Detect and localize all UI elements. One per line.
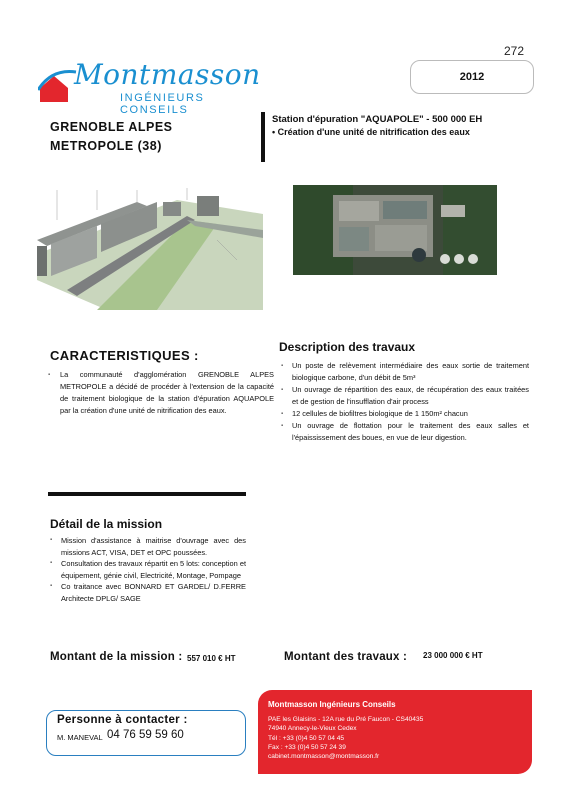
list-item: ▪ Consultation des travaux répartit en 5 lots: conception et équipement, génie civil, Electricité, Montage, Pompage [50, 558, 246, 581]
year-badge [410, 60, 534, 94]
works-amount-label: Montant des travaux : [284, 651, 408, 663]
list-item: ▪ Un ouvrage de flottation pour le traitement des eaux salles et l'épaississement des boues, en vue de leur digestion. [281, 420, 529, 444]
project-header [272, 113, 542, 139]
characteristics-title: CARACTERISTIQUES : [50, 348, 199, 363]
description-list [281, 360, 529, 444]
section-divider [48, 492, 246, 496]
list-item: ▪ La communauté d'agglomération GRENOBLE ALPES METROPOLE a décidé de procéder à l'extension de la capacité de traitement biologique de la station d'épuration AQUAPOLE par la création d'une unité de nitrification des eaux. [60, 369, 274, 417]
contact-phone: 04 76 59 59 60 [107, 729, 184, 741]
project-title: Station d'épuration "AQUAPOLE" - 500 000 EH [272, 114, 483, 125]
company-fax: Fax : +33 (0)4 50 57 24 39 [268, 743, 346, 751]
3d-rendering-image [37, 180, 263, 310]
contact-box [46, 710, 246, 756]
characteristics-text [60, 369, 274, 417]
client-line-2: METROPOLE (38) [50, 139, 162, 153]
company-email[interactable]: cabinet.montmasson@montmasson.fr [268, 753, 380, 761]
mission-title: Détail de la mission [50, 517, 163, 531]
mission-fee-value: 557 010 € HT [187, 654, 236, 663]
aerial-photo-image [293, 185, 497, 275]
logo-wordmark: Montmasson [74, 58, 261, 91]
mission-list [50, 535, 246, 604]
works-amount-value: 23 000 000 € HT [423, 651, 483, 660]
company-info-box [258, 690, 532, 774]
company-tel: Tél : +33 (0)4 50 57 04 45 [268, 734, 345, 742]
list-item: ▪ Co traitance avec BONNARD ET GARDEL/ D.FERRE Architecte DPLG/ SAGE [50, 581, 246, 604]
description-title: Description des travaux [279, 340, 416, 354]
logo-tagline: INGÉNIEURS CONSEILS [120, 92, 205, 116]
company-name: Montmasson Ingénieurs Conseils [268, 700, 396, 709]
project-accent-bar [261, 112, 265, 162]
year-value: 2012 [459, 71, 485, 83]
page-number: 272 [504, 44, 525, 58]
list-item: ▪ Mission d'assistance à maitrise d'ouvrage avec des missions ACT, VISA, DET et OPC poussées. [50, 535, 246, 558]
client-line-1: GRENOBLE ALPES [50, 120, 173, 134]
project-subtitle: • Création d'une unité de nitrification des eaux [272, 127, 470, 137]
contact-title: Personne à contacter : [57, 714, 188, 726]
company-address-2: 74940 Annecy-le-Vieux Cedex [268, 725, 357, 733]
list-item: ▪ Un poste de relèvement intermédiaire des eaux sortie de traitement biologique carbone, d'un débit de 5m³ [281, 360, 529, 384]
mission-fee-label: Montant de la mission : [50, 651, 183, 663]
list-item: ▪ Un ouvrage de répartition des eaux, de récupération des eaux traitées et de gestion de l'insufflation d'air process [281, 384, 529, 408]
client-name [50, 118, 173, 156]
company-address-1: PAE les Glaisins - 12A rue du Pré Faucon - CS40435 [268, 716, 424, 723]
company-logo [38, 56, 261, 116]
logo-mark-icon [38, 68, 78, 104]
list-item: ▪ 12 cellules de biofiltres biologique de 1 150m² chacun [281, 408, 529, 420]
contact-person: M. MANEVAL [57, 733, 103, 742]
